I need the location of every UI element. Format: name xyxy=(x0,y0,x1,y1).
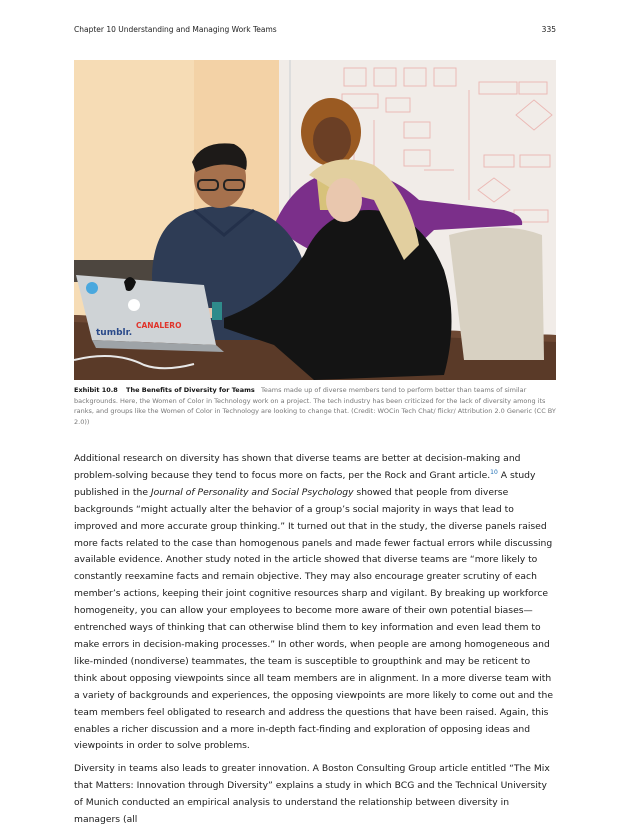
paragraph-1-part-a: Additional research on diversity has shown that diverse teams are better at decision-making and problem-solving because they tend to focus more on facts, per the Rock and Grant article. xyxy=(74,453,521,481)
page-number: 335 xyxy=(541,25,556,34)
journal-title: Journal of Personality and Social Psychology xyxy=(150,486,354,498)
exhibit-caption xyxy=(74,385,556,427)
paragraph-2: Diversity in teams also leads to greater innovation. A Boston Consulting Group article entitled “The Mix that Matters: Innovation through Diversity” explains a study in which BCG and the Technical University of Munich conducted an empirical analysis to understand the relationship between diversity in managers (all xyxy=(74,763,550,826)
paragraph-1-part-b: A study published in the xyxy=(74,469,536,498)
paragraph-1-part-c: showed that people from diverse backgrounds “might actually alter the behavior of a group’s social majority in ways that lead to improved and more accurate group thinking.” It turned out that in the study, the diverse panels raised more facts related to the case than homogenous panels and made fewer factual errors while discussing available evidence. Another study noted in the article showed that diverse teams are “more likely to constantly reexamine facts and remain objective. They may also encourage greater scrutiny of each member’s actions, keeping their joint cognitive resources sharp and vigilant. By breaking up workforce homogeneity, you can allow your employees to become more aware of their own potential biases—entrenched ways of thinking that can otherwise blind them to key information and even lead them to make errors in decision-making processes.” In other words, when people are among homogeneous and like-minded (nondiverse) teammates, the team is susceptible to groupthink and may be reticent to think about opposing viewpoints since all team members are in alignment. In a more diverse team with a variety of backgrounds and experiences, the opposing viewpoints are more likely to come out and the team members feel obligated to research and address the questions that have been raised. Again, this enables a richer discussion and a more in-depth fact-finding and exploration of opposing ideas and viewpoints in order to solve problems. xyxy=(74,486,553,752)
caption-title: The Benefits of Diversity for Teams xyxy=(126,386,255,394)
footnote-ref[interactable]: 10 xyxy=(490,468,498,476)
laptop-sticker-canalero: CANALERO xyxy=(136,321,182,330)
exhibit-photo xyxy=(74,60,556,380)
photo-illustration xyxy=(74,60,556,380)
caption-label: Exhibit 10.8 xyxy=(74,386,118,394)
paragraph-1 xyxy=(74,451,556,755)
body-text xyxy=(74,451,556,835)
running-header xyxy=(74,25,556,34)
caption-text: Teams made up of diverse members tend to perform better than teams of similar backgrounds. Here, the Women of Color in Technology work on a project. The tech industry has been criticized for the lack of diversity among its ranks, and groups like the Women of Color in Technology are looking to change that. (Credit: WOCin Tech Chat/ flickr/ Attribution 2.0 Generic (CC BY 2.0)) xyxy=(74,386,556,426)
laptop-sticker-tumblr: tumblr. xyxy=(96,328,133,338)
chapter-title: Chapter 10 Understanding and Managing Work Teams xyxy=(74,25,277,34)
